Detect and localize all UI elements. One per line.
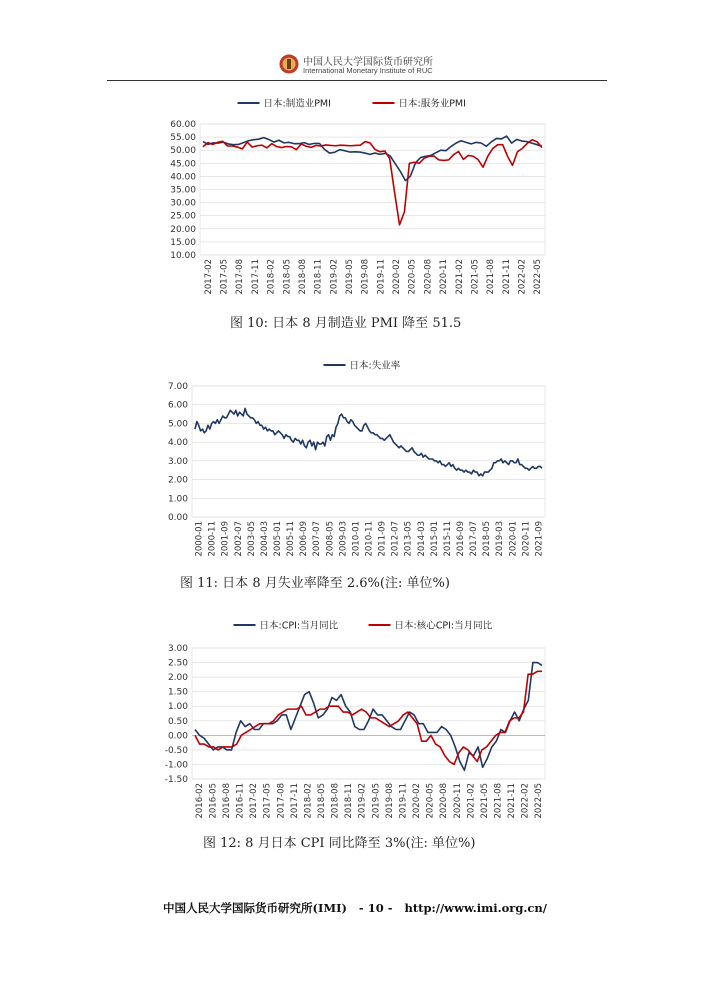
x-tick-label: 2020-05	[425, 783, 436, 819]
y-tick-label: 25.00	[170, 211, 196, 222]
pmi-chart	[150, 92, 560, 304]
x-tick-label: 2011-09	[377, 521, 388, 557]
x-tick-label: 2020-11	[521, 521, 532, 557]
legend-label: 日本:制造业PMI	[263, 98, 331, 110]
y-tick-label: 40.00	[170, 172, 196, 183]
y-tick-label: 2.50	[167, 658, 188, 669]
legend-label: 日本:核心CPI:当月同比	[394, 620, 493, 632]
x-tick-label: 2019-03	[495, 521, 506, 557]
y-tick-label: 35.00	[170, 185, 196, 196]
x-tick-label: 2021-08	[486, 259, 497, 295]
x-tick-label: 2018-05	[282, 259, 293, 295]
x-tick-label: 2019-05	[344, 259, 355, 295]
x-tick-label: 2003-05	[246, 521, 257, 557]
x-tick-label: 2019-02	[329, 259, 340, 295]
x-tick-label: 2021-02	[466, 783, 477, 819]
x-tick-label: 2016-11	[235, 783, 246, 819]
unemployment-chart	[150, 352, 560, 567]
y-tick-label: 5.00	[167, 419, 188, 430]
x-tick-label: 2017-08	[276, 783, 287, 819]
x-tick-label: 2019-11	[398, 783, 409, 819]
y-tick-label: 30.00	[170, 198, 196, 209]
x-tick-label: 2019-08	[384, 783, 395, 819]
y-tick-label: 2.00	[167, 475, 188, 486]
x-tick-label: 2012-07	[390, 521, 401, 557]
x-tick-label: 2013-05	[403, 521, 414, 557]
x-tick-label: 2020-08	[439, 783, 450, 819]
footer-org: 中国人民大学国际货币研究所(IMI)	[163, 901, 347, 915]
x-tick-label: 2018-08	[297, 259, 308, 295]
y-tick-label: 0.00	[167, 513, 188, 523]
y-tick-label: 3.00	[167, 456, 188, 467]
x-tick-label: 2021-08	[493, 783, 504, 819]
x-tick-label: 2017-11	[250, 259, 261, 295]
x-tick-label: 2000-01	[194, 521, 205, 557]
y-tick-label: -1.50	[164, 775, 188, 785]
x-tick-label: 2020-02	[412, 783, 423, 819]
x-tick-label: 2020-11	[452, 783, 463, 819]
x-tick-label: 2014-03	[416, 521, 427, 557]
footer-page-number: - 10 -	[358, 901, 393, 915]
legend-label: 日本:失业率	[349, 360, 401, 372]
figure-11-caption: 图 11: 日本 8 月失业率降至 2.6%(注: 单位%)	[180, 576, 450, 591]
y-tick-label: 0.50	[167, 716, 188, 727]
x-tick-label: 2016-08	[221, 783, 232, 819]
y-tick-label: 20.00	[170, 224, 196, 235]
legend-label: 日本:服务业PMI	[398, 98, 466, 110]
legend-label: 日本:CPI:当月同比	[259, 620, 339, 632]
x-tick-label: 2022-02	[520, 783, 531, 819]
imi-seal-icon	[279, 54, 299, 74]
x-tick-label: 2019-08	[360, 259, 371, 295]
y-tick-label: 15.00	[170, 237, 196, 248]
y-tick-label: 6.00	[167, 400, 188, 411]
plot-area	[192, 386, 545, 517]
x-tick-label: 2009-03	[338, 521, 349, 557]
institute-name-cn: 中国人民大学国际货币研究所	[303, 57, 433, 68]
footer-url: http://www.imi.org.cn/	[404, 901, 547, 915]
x-tick-label: 2017-08	[235, 259, 246, 295]
x-tick-label: 2004-03	[259, 521, 270, 557]
y-tick-label: -1.00	[164, 760, 188, 771]
header-rule	[107, 80, 607, 81]
x-tick-label: 2022-02	[517, 259, 528, 295]
x-tick-label: 2007-07	[312, 521, 323, 557]
plot-area	[192, 648, 545, 779]
y-tick-label: 4.00	[167, 438, 188, 449]
y-tick-label: 0.00	[167, 731, 188, 742]
y-tick-label: 55.00	[170, 133, 196, 144]
cpi-chart	[150, 612, 560, 824]
y-tick-label: 50.00	[170, 146, 196, 157]
x-tick-label: 2008-05	[325, 521, 336, 557]
y-tick-label: 1.50	[167, 687, 188, 698]
y-tick-label: -0.50	[164, 745, 188, 756]
x-tick-label: 2017-02	[249, 783, 260, 819]
y-tick-label: 10.00	[170, 251, 196, 261]
x-tick-label: 2010-11	[364, 521, 375, 557]
x-tick-label: 2016-09	[456, 521, 467, 557]
x-tick-label: 2016-02	[194, 783, 205, 819]
figure-12-caption: 图 12: 8 月日本 CPI 同比降至 3%(注: 单位%)	[203, 836, 476, 851]
y-tick-label: 60.00	[170, 120, 196, 130]
x-tick-label: 2018-02	[266, 259, 277, 295]
x-tick-label: 2020-08	[423, 259, 434, 295]
x-tick-label: 2018-05	[316, 783, 327, 819]
y-tick-label: 1.00	[167, 702, 188, 713]
y-tick-label: 3.00	[167, 644, 188, 654]
page-footer	[0, 900, 710, 916]
x-tick-label: 2021-09	[534, 521, 545, 557]
x-tick-label: 2018-05	[482, 521, 493, 557]
x-tick-label: 2021-05	[479, 783, 490, 819]
x-tick-label: 2017-02	[203, 259, 214, 295]
x-tick-label: 2017-07	[469, 521, 480, 557]
x-tick-label: 2019-05	[371, 783, 382, 819]
x-tick-label: 2016-05	[208, 783, 219, 819]
x-tick-label: 2002-07	[233, 521, 244, 557]
x-tick-label: 2018-02	[303, 783, 314, 819]
x-tick-label: 2018-11	[344, 783, 355, 819]
x-tick-label: 2022-05	[533, 259, 544, 295]
x-tick-label: 2017-05	[262, 783, 273, 819]
x-tick-label: 2010-01	[351, 521, 362, 557]
x-tick-label: 2021-11	[507, 783, 518, 819]
y-tick-label: 45.00	[170, 159, 196, 170]
x-tick-label: 2019-11	[376, 259, 387, 295]
x-tick-label: 2000-11	[207, 521, 218, 557]
x-tick-label: 2020-05	[407, 259, 418, 295]
y-tick-label: 1.00	[167, 494, 188, 505]
x-tick-label: 2020-02	[392, 259, 403, 295]
x-tick-label: 2001-09	[220, 521, 231, 557]
y-tick-label: 7.00	[167, 382, 188, 392]
x-tick-label: 2018-11	[313, 259, 324, 295]
institute-name-en: International Monetary Institute of RUC	[303, 66, 433, 75]
x-tick-label: 2021-02	[454, 259, 465, 295]
x-tick-label: 2017-11	[289, 783, 300, 819]
x-tick-label: 2017-05	[219, 259, 230, 295]
x-tick-label: 2020-01	[508, 521, 519, 557]
figure-10-caption: 图 10: 日本 8 月制造业 PMI 降至 51.5	[230, 316, 462, 331]
page-header	[0, 0, 710, 80]
x-tick-label: 2015-11	[442, 521, 453, 557]
x-tick-label: 2015-01	[429, 521, 440, 557]
x-tick-label: 2021-11	[501, 259, 512, 295]
x-tick-label: 2020-11	[439, 259, 450, 295]
y-tick-label: 2.00	[167, 673, 188, 684]
x-tick-label: 2021-05	[470, 259, 481, 295]
x-tick-label: 2022-05	[534, 783, 545, 819]
x-tick-label: 2018-08	[330, 783, 341, 819]
x-tick-label: 2006-09	[299, 521, 310, 557]
x-tick-label: 2005-01	[272, 521, 283, 557]
x-tick-label: 2019-02	[357, 783, 368, 819]
x-tick-label: 2005-11	[286, 521, 297, 557]
